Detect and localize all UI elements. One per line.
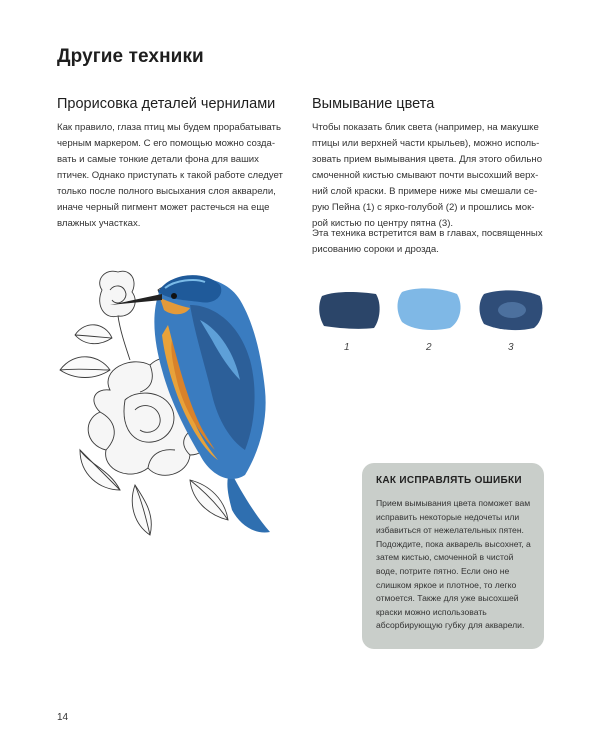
swatch-label-3: 3 (508, 342, 514, 353)
page-title: Другие техники (57, 46, 204, 67)
page-number: 14 (57, 712, 69, 723)
ink-section-paragraph: Как правило, глаза птиц мы будем прорабатывать черным маркером. С его помощью можно созда-вать и самые тонкие детали фона для ваших птичек. Однако приступать к такой работе следует только после полного высыхания слоя акварели, иначе черный пигмент может растечься на еще влажных участках. (57, 122, 283, 229)
kingfisher-illustration (40, 250, 300, 580)
swatch-label-1: 1 (344, 342, 350, 353)
color-swatches (312, 282, 552, 362)
swatch-1-paint (319, 292, 379, 329)
swatch-label-2: 2 (426, 342, 432, 353)
tip-box (362, 463, 544, 649)
swatch-graphics (312, 282, 552, 342)
ink-section-heading: Прорисовка деталей чернилами (57, 96, 276, 112)
lifting-section-paragraph-2: Эта техника встретится вам в главах, посвященных рисованию сороки и дрозда. (312, 228, 543, 255)
lifting-section-paragraph-1: Чтобы показать блик света (например, на макушке птицы или верхней части крыльев), можно исполь-зовать прием вымывания цвета. Для этого обильно смоченной кистью смывают почти высохший верх-ний слой краски. В примере ниже мы смешали се-рую Пейна (1) с ярко-голубой (2) и прошлись мок-рой кистью по центру пятна (3). (312, 122, 543, 229)
swatch-2-paint (398, 288, 461, 330)
tip-box-title: КАК ИСПРАВЛЯТЬ ОШИБКИ (376, 475, 522, 486)
lifting-section-heading: Вымывание цвета (312, 96, 435, 112)
tip-box-text: Прием вымывания цвета поможет вам исправить некоторые недочеты или избавиться от нежелательных пятен. Подождите, пока акварель высохнет, а затем кистью, смоченной в чистой воде, потрите пятно. Если оно не слишком яркое и плотное, то легко отмоется. Также для уже высохшей краски можно использовать абсорбирующую губку для акварели. (376, 498, 531, 631)
swatch-3-lifted-center (498, 302, 526, 318)
